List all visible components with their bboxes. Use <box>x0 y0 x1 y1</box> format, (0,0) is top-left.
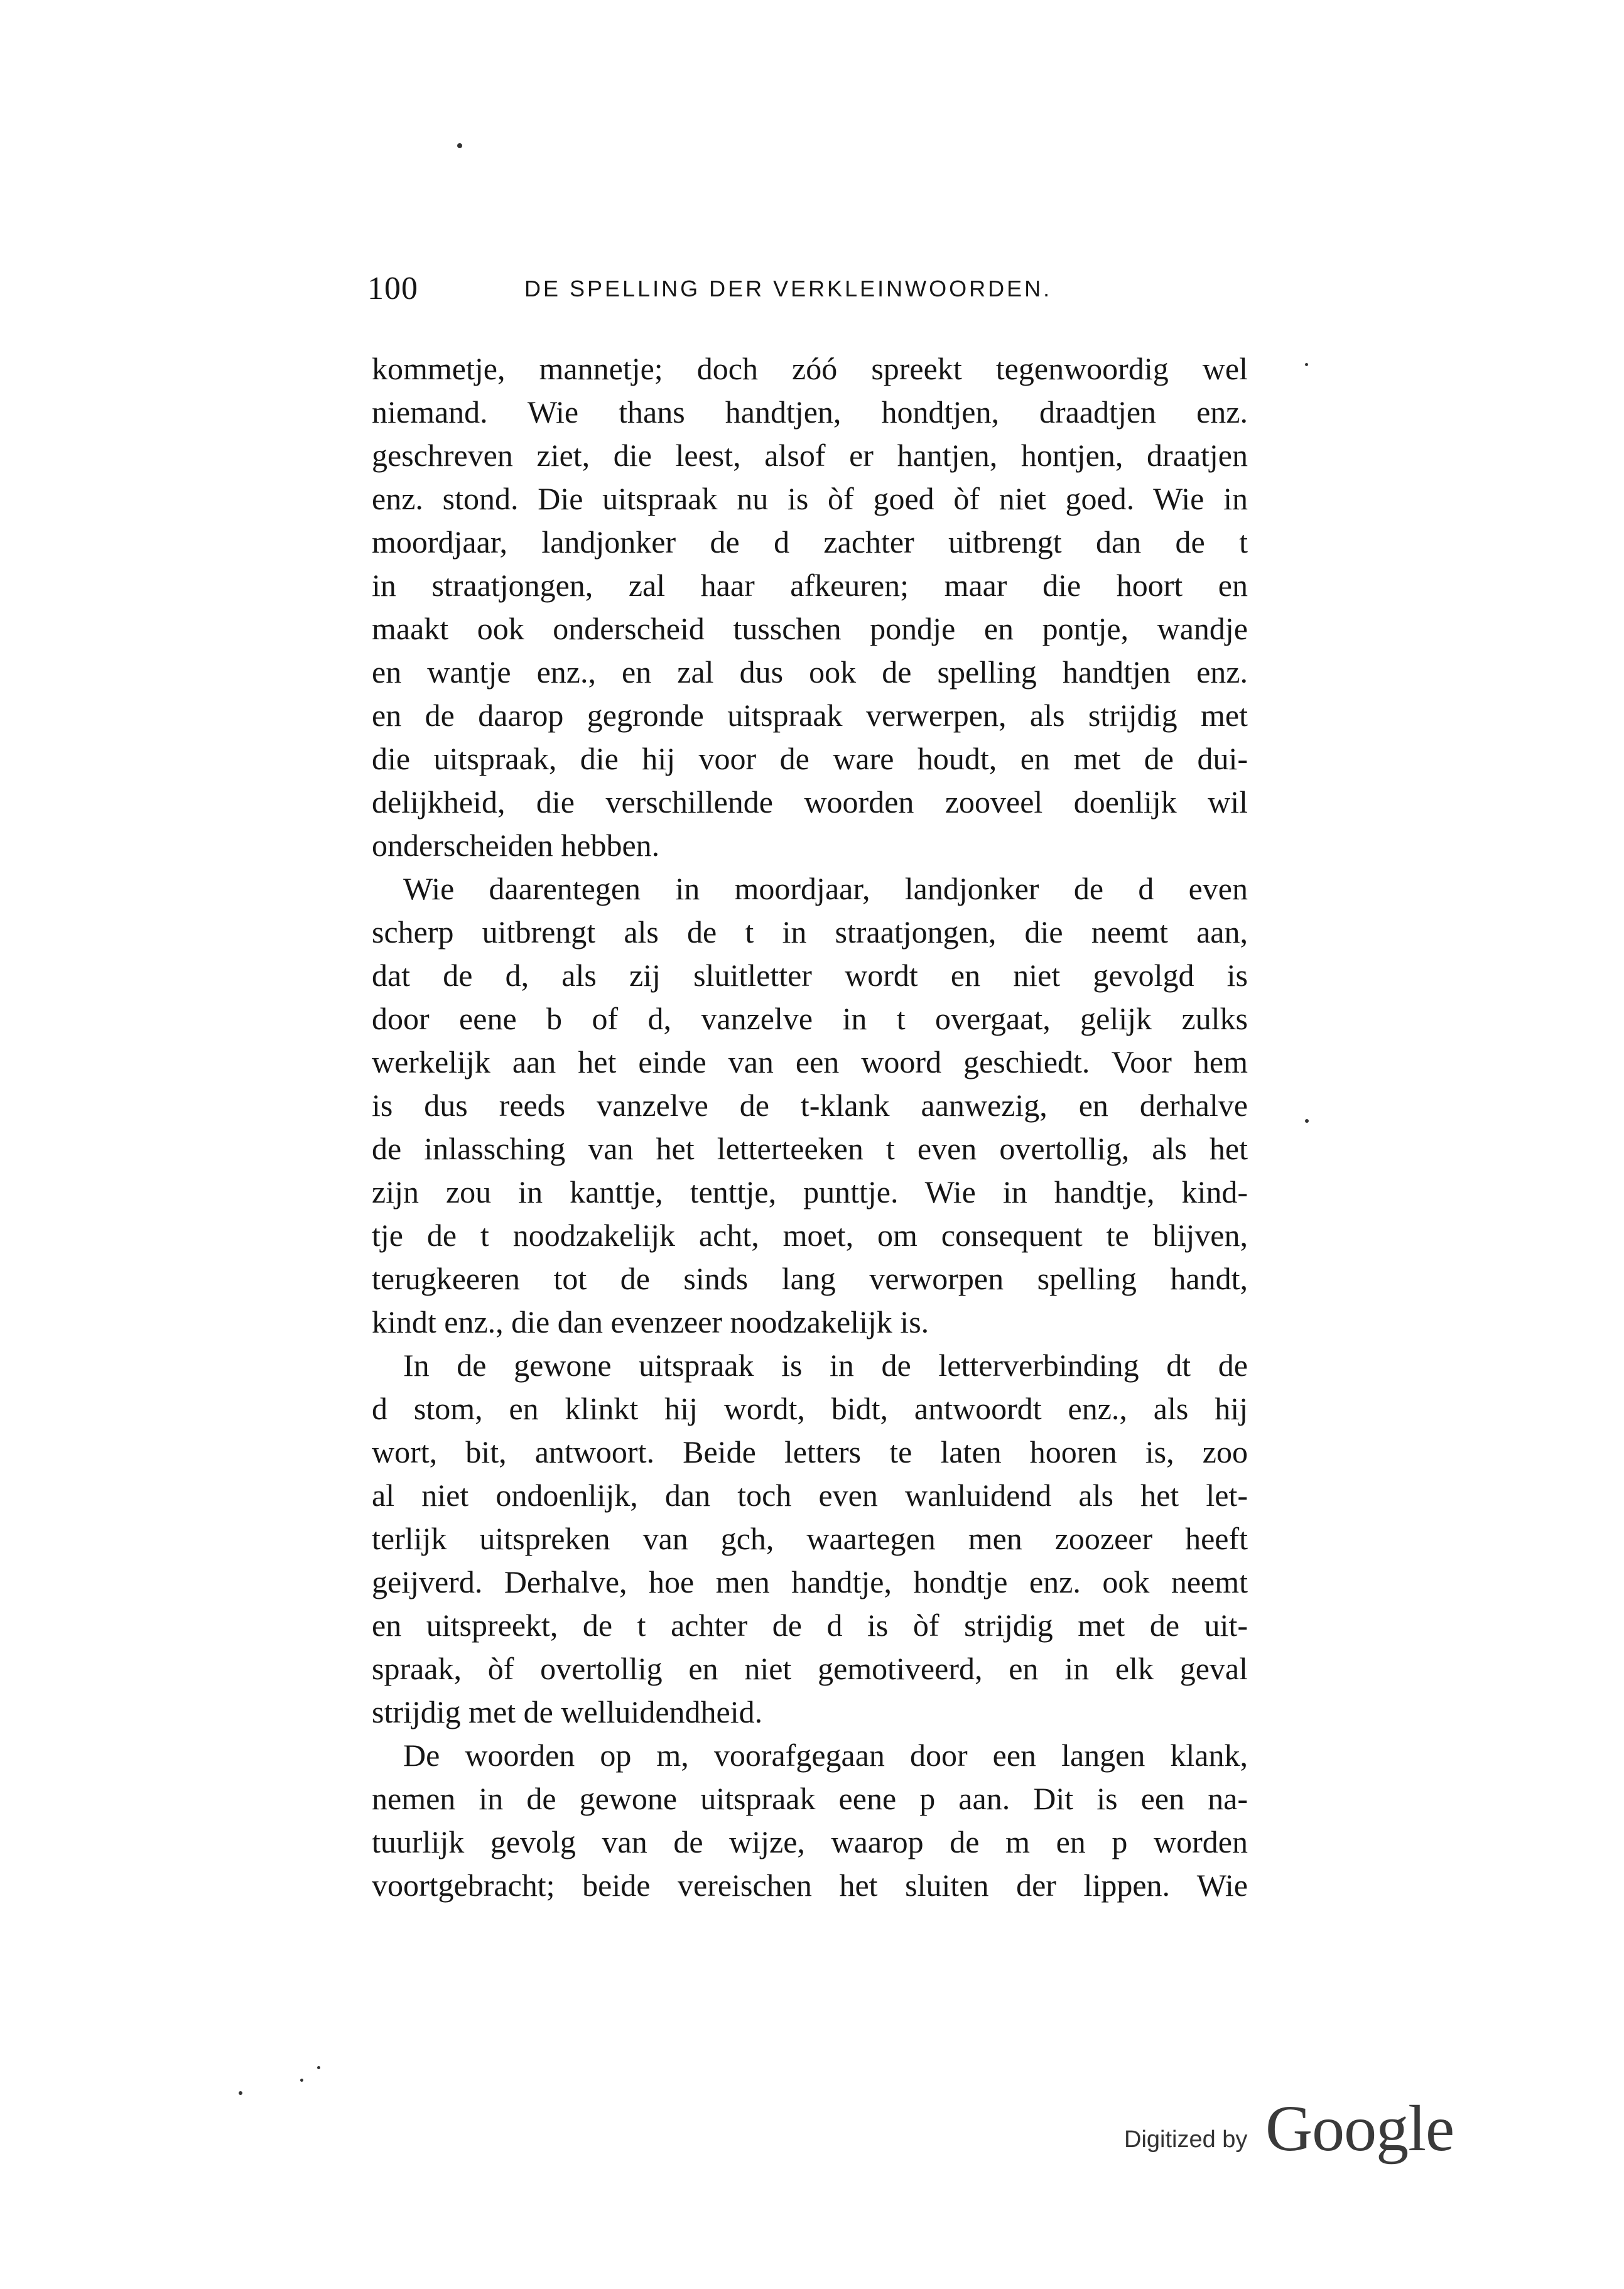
text-line: werkelijk aan het einde van een woord geschiedt. Voor hem <box>372 1044 1248 1080</box>
text-line: spraak, òf overtollig en niet gemotiveerd, en in elk geval <box>372 1651 1248 1686</box>
text-line: In de gewone uitspraak is in de letterverbinding dt de <box>403 1348 1248 1383</box>
text-line: strijdig met de welluidendheid. <box>372 1694 763 1729</box>
scan-speck <box>457 143 462 148</box>
text-line: delijkheid, die verschillende woorden zooveel doenlijk wil <box>372 784 1248 820</box>
text-line: terlijk uitspreken van gch, waartegen men zoozeer heeft <box>372 1521 1248 1556</box>
text-line: die uitspraak, die hij voor de ware houdt, en met de dui- <box>372 741 1248 776</box>
text-line: tje de t noodzakelijk acht, moet, om consequent te blijven, <box>372 1218 1248 1253</box>
text-line: en wantje enz., en zal dus ook de spelling handtjen enz. <box>372 654 1248 690</box>
text-line: d stom, en klinkt hij wordt, bidt, antwoordt enz., als hij <box>372 1391 1248 1426</box>
scan-speck <box>1305 363 1308 366</box>
text-line: maakt ook onderscheid tusschen pondje en pontje, wandje <box>372 611 1248 646</box>
text-line: moordjaar, landjonker de d zachter uitbrengt dan de t <box>372 524 1248 560</box>
page-header <box>367 264 1247 314</box>
text-line: al niet ondoenlijk, dan toch even wanluidend als het let- <box>372 1478 1248 1513</box>
text-line: enz. stond. Die uitspraak nu is òf goed òf niet goed. Wie in <box>372 481 1248 516</box>
google-logo: Google <box>1265 2092 1454 2165</box>
text-line: geschreven ziet, die leest, alsof er hantjen, hontjen, draatjen <box>372 438 1248 473</box>
text-line: wort, bit, antwoort. Beide letters te laten hooren is, zoo <box>372 1434 1248 1469</box>
text-line: niemand. Wie thans handtjen, hondtjen, draadtjen enz. <box>372 394 1248 430</box>
text-line: De woorden op m, voorafgegaan door een langen klank, <box>403 1738 1248 1773</box>
text-line: de inlassching van het letterteeken t even overtollig, als het <box>372 1131 1248 1166</box>
text-line: dat de d, als zij sluitletter wordt en niet gevolgd is <box>372 958 1248 993</box>
page-number: 100 <box>367 271 418 306</box>
digitized-by-google-watermark <box>1124 2091 1476 2167</box>
text-line: kindt enz., die dan evenzeer noodzakelijk is. <box>372 1304 929 1339</box>
scan-speck <box>239 2091 242 2095</box>
text-line: voortgebracht; beide vereischen het sluiten der lippen. Wie <box>372 1868 1248 1903</box>
scan-speck <box>1305 1119 1309 1123</box>
text-line: en uitspreekt, de t achter de d is òf strijdig met de uit- <box>372 1608 1248 1643</box>
running-head: DE SPELLING DER VERKLEINWOORDEN. <box>524 276 1053 301</box>
text-line: scherp uitbrengt als de t in straatjongen, die neemt aan, <box>372 914 1248 950</box>
scan-speck <box>300 2079 303 2082</box>
text-line: terugkeeren tot de sinds lang verworpen spelling handt, <box>372 1261 1248 1296</box>
text-line: zijn zou in kanttje, tenttje, punttje. Wie in handtje, kind- <box>372 1174 1248 1209</box>
text-line: is dus reeds vanzelve de t-klank aanwezig, en derhalve <box>372 1088 1248 1123</box>
text-line: tuurlijk gevolg van de wijze, waarop de m en p worden <box>372 1824 1248 1859</box>
text-line: kommetje, mannetje; doch zóó spreekt tegenwoordig wel <box>372 351 1248 386</box>
text-line: en de daarop gegronde uitspraak verwerpen, als strijdig met <box>372 698 1248 733</box>
text-line: door eene b of d, vanzelve in t overgaat, gelijk zulks <box>372 1001 1248 1036</box>
text-line: in straatjongen, zal haar afkeuren; maar die hoort en <box>372 568 1248 603</box>
body-text <box>372 347 1248 1907</box>
text-line: geijverd. Derhalve, hoe men handtje, hondtje enz. ook neemt <box>372 1564 1248 1599</box>
scan-speck <box>317 2066 320 2069</box>
text-line: nemen in de gewone uitspraak eene p aan. Dit is een na- <box>372 1781 1248 1816</box>
watermark-prefix: Digitized by <box>1124 2126 1248 2153</box>
text-line: onderscheiden hebben. <box>372 828 660 863</box>
text-line: Wie daarentegen in moordjaar, landjonker de d even <box>403 871 1248 906</box>
